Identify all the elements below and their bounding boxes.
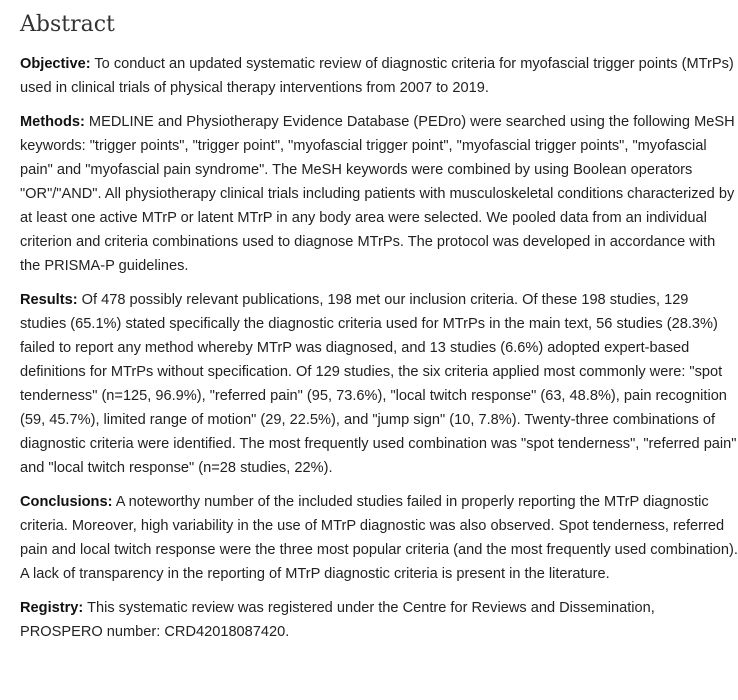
results-text: Of 478 possibly relevant publications, 198 met our inclusion criteria. Of these 198 studies, 129 studies (65.1%) stated specifically the diagnostic criteria used for MTrPs in the main text, 56 studies (28.3%) failed to report any method whereby MTrP was diagnosed, and 13 studies (6.6%) adopted expert-based definitions for MTrPs without specification. Of 129 studies, the six criteria applied most commonly were: "spot tenderness" (n=125, 96.9%), "referred pain" (95, 73.6%), "local twitch response" (63, 48.8%), pain recognition (59, 45.7%), limited range of motion" (29, 22.5%), and "jump sign" (10, 7.8%). Twenty-three combinations of diagnostic criteria were identified. The most frequently used combination was "spot tenderness", "referred pain" and "local twitch response" (n=28 studies, 22%). <box>20 292 737 476</box>
conclusions-text: A noteworthy number of the included studies failed in properly reporting the MTrP diagnostic criteria. Moreover, high variability in the use of MTrP diagnostic was also observed. Spot tenderness, referred pain and local twitch response were the three most popular criteria (and the most frequently used combination). A lack of transparency in the reporting of MTrP diagnostic criteria is present in the literature. <box>20 494 738 582</box>
methods-text: MEDLINE and Physiotherapy Evidence Database (PEDro) were searched using the following MeSH keywords: "trigger points", "trigger point", "myofascial trigger point", "myofascial trigger points", "myofascial pain" and "myofascial pain syndrome". The MeSH keywords were combined by using Boolean operators "OR"/"AND". All physiotherapy clinical trials including patients with musculoskeletal conditions characterized by at least one active MTrP or latent MTrP in any body area were selected. We pooled data from an individual criterion and criteria combinations used to diagnose MTrPs. The protocol was developed in accordance with the PRISMA-P guidelines. <box>20 114 735 274</box>
registry-section <box>20 596 738 644</box>
results-label: Results: <box>20 292 78 308</box>
methods-label: Methods: <box>20 114 85 130</box>
conclusions-label: Conclusions: <box>20 494 113 510</box>
conclusions-section <box>20 490 738 586</box>
objective-section <box>20 52 738 100</box>
abstract-heading: Abstract <box>20 12 115 37</box>
objective-label: Objective: <box>20 56 91 72</box>
objective-text: To conduct an updated systematic review of diagnostic criteria for myofascial trigger points (MTrPs) used in clinical trials of physical therapy interventions from 2007 to 2019. <box>20 56 734 96</box>
methods-section <box>20 110 738 278</box>
registry-text: This systematic review was registered under the Centre for Reviews and Dissemination, PROSPERO number: CRD42018087420. <box>20 600 655 640</box>
results-section <box>20 288 738 480</box>
registry-label: Registry: <box>20 600 84 616</box>
abstract-block <box>20 10 738 654</box>
